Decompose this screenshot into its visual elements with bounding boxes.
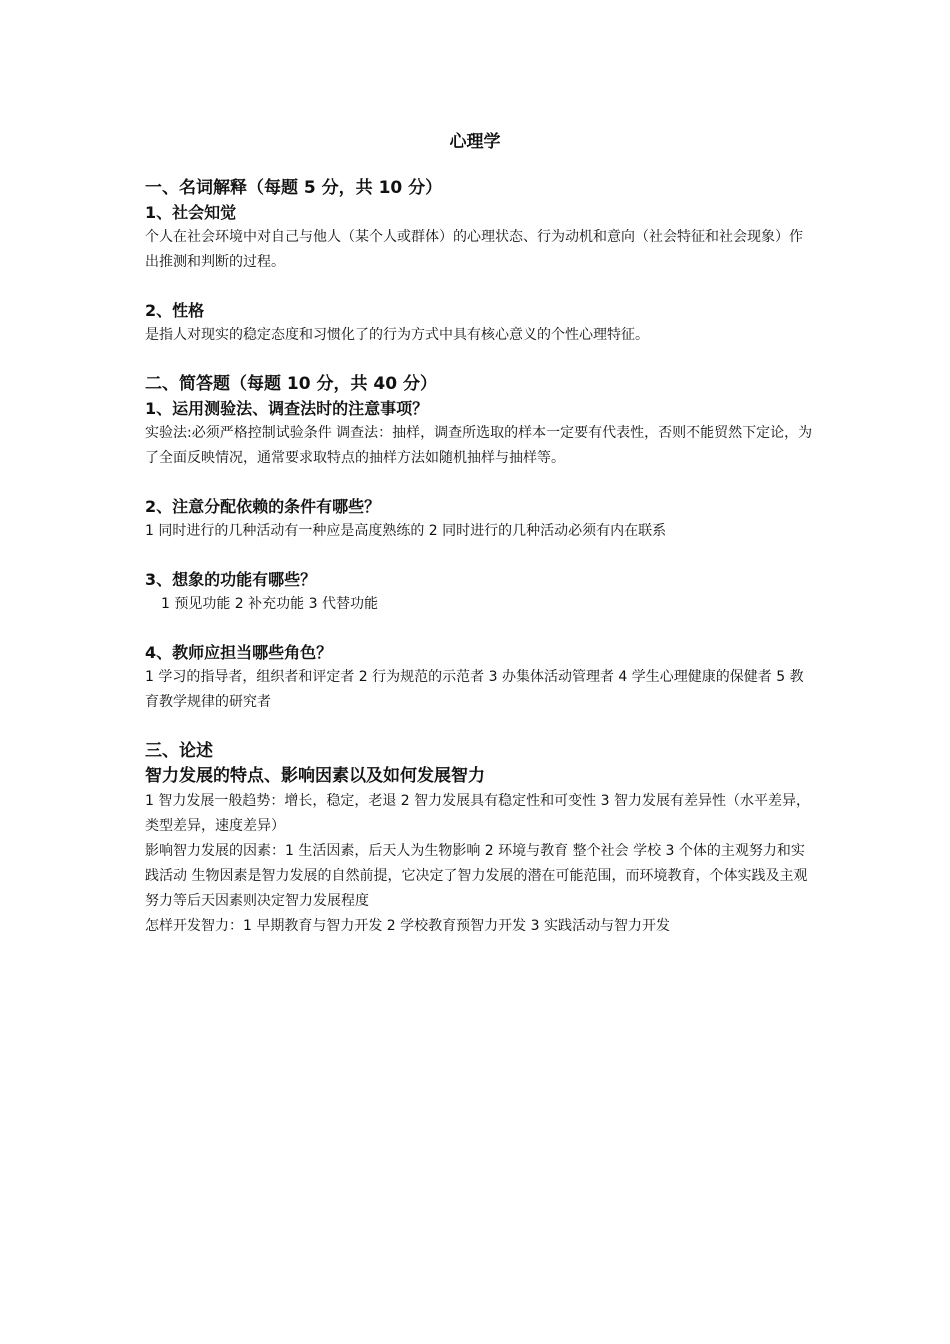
document-title: 心理学 — [449, 132, 501, 152]
question-4-title: 4、教师应担当哪些角色？ — [145, 643, 333, 662]
section-3-heading: 三、论述 — [145, 741, 213, 761]
question-3-title: 3、想象的功能有哪些？ — [145, 570, 317, 589]
term-1-answer: 个人在社会环境中对自己与他人（某个人或群体）的心理状态、行为动机和意向（社会特征和社会现象）作出推测和判断的过程。 — [145, 229, 803, 270]
question-1-answer: 实验法:必须严格控制试验条件 调查法：抽样，调查所选取的样本一定要有代表性，否则不能贸然下定论，为了全面反映情况，通常要求取特点的抽样方法如随机抽样与抽样等。 — [145, 425, 813, 466]
question-1-title: 1、运用测验法、调查法时的注意事项？ — [145, 399, 429, 418]
essay-paragraph-2: 影响智力发展的因素：1 生活因素，后天人为生物影响 2 环境与教育 整个社会 学校 3 个体的主观努力和实践活动 生物因素是智力发展的自然前提，它决定了智力发展的潜在可能范围，而环境教育，个体实践及主观努力等后天因素则决定智力发展程度 — [145, 843, 808, 909]
term-2-answer: 是指人对现实的稳定态度和习惯化了的行为方式中具有核心意义的个性心理特征。 — [145, 327, 649, 343]
question-2-title: 2、注意分配依赖的条件有哪些？ — [145, 497, 381, 516]
term-1-title: 1、社会知觉 — [145, 203, 237, 222]
section-1-heading: 一、名词解释（每题 5 分，共 10 分） — [145, 178, 443, 198]
question-3-answer: 1 预见功能 2 补充功能 3 代替功能 — [161, 596, 378, 612]
term-2-title: 2、性格 — [145, 301, 205, 320]
essay-paragraph-1: 1 智力发展一般趋势：增长，稳定，老退 2 智力发展具有稳定性和可变性 3 智力发展有差异性（水平差异，类型差异，速度差异） — [145, 793, 810, 834]
question-2-answer: 1 同时进行的几种活动有一种应是高度熟练的 2 同时进行的几种活动必须有内在联系 — [145, 523, 667, 539]
section-2-heading: 二、简答题（每题 10 分，共 40 分） — [145, 374, 437, 394]
document-body — [145, 176, 815, 939]
question-4-answer: 1 学习的指导者，组织者和评定者 2 行为规范的示范者 3 办集体活动管理者 4 学生心理健康的保健者 5 教育教学规律的研究者 — [145, 669, 804, 710]
essay-title: 智力发展的特点、影响因素以及如何发展智力 — [145, 766, 485, 786]
essay-paragraph-3: 怎样开发智力：1 早期教育与智力开发 2 学校教育预智力开发 3 实践活动与智力开发 — [145, 918, 670, 934]
